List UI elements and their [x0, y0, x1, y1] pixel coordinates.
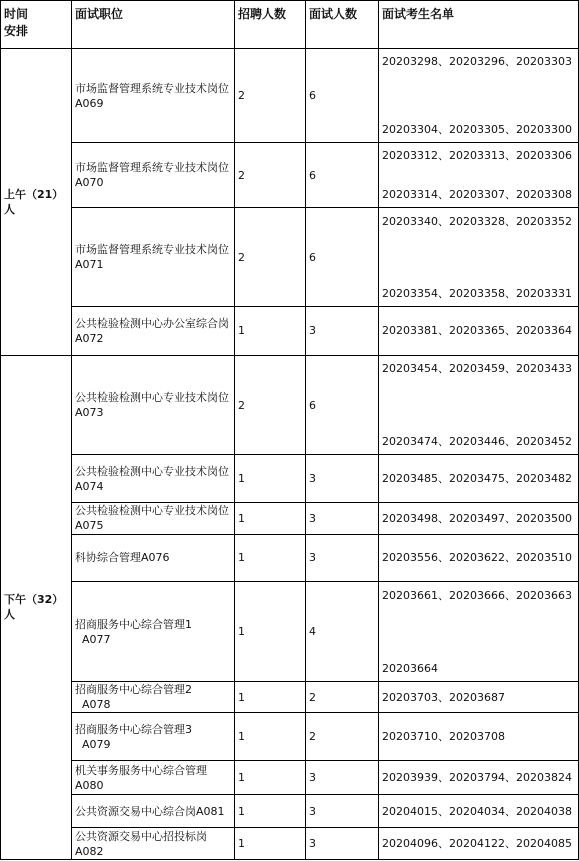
candidate-line: 20203298、20203296、20203303: [382, 55, 572, 69]
recruit-count-cell: 1: [235, 794, 306, 828]
recruit-count-cell: 1: [235, 503, 306, 535]
table-row: [1, 143, 579, 208]
candidate-list-cell: [379, 503, 579, 535]
table-row: [1, 503, 579, 535]
header-recruit-count: 招聘人数: [235, 1, 306, 49]
candidate-list-cell: [379, 828, 579, 860]
candidate-line: 20203664: [382, 661, 438, 675]
recruit-count-cell: 1: [235, 828, 306, 860]
header-candidate-list: 面试考生名单: [379, 1, 579, 49]
table-body: [1, 1, 579, 860]
candidate-line: 20203304、20203305、20203300: [382, 123, 572, 137]
table-row: [1, 828, 579, 860]
table-row: [1, 681, 579, 713]
session-cell: 下午（32） 人: [1, 355, 72, 859]
position-cell: 市场监督管理系统专业技术岗位A071: [72, 208, 235, 307]
candidate-line: 20203703、20203687: [382, 690, 505, 704]
interview-count-cell: 6: [306, 143, 379, 208]
recruit-count-cell: 1: [235, 306, 306, 355]
table-row: [1, 761, 579, 795]
position-cell: 招商服务中心综合管理3 A079: [72, 713, 235, 761]
table-row: [1, 355, 579, 455]
interview-count-cell: 3: [306, 503, 379, 535]
candidate-line: 20203381、20203365、20203364: [382, 324, 572, 338]
candidate-line: 20203710、20203708: [382, 730, 505, 744]
recruit-count-cell: 2: [235, 143, 306, 208]
candidate-list-cell: [379, 143, 579, 208]
interview-count-cell: 3: [306, 828, 379, 860]
interview-count-cell: 2: [306, 681, 379, 713]
position-cell: 市场监督管理系统专业技术岗位A069: [72, 48, 235, 143]
candidate-line: 20203312、20203313、20203306: [382, 149, 572, 163]
table-row: [1, 794, 579, 828]
candidate-line: 20203498、20203497、20203500: [382, 511, 572, 525]
table-row: [1, 208, 579, 307]
position-cell: 招商服务中心综合管理2 A078: [72, 681, 235, 713]
candidate-list-cell: [379, 681, 579, 713]
table-row: [1, 582, 579, 682]
candidate-line: 20203485、20203475、20203482: [382, 472, 572, 486]
position-cell: 公共资源交易中心综合岗A081: [72, 794, 235, 828]
candidate-list-cell: [379, 713, 579, 761]
candidate-line: 20203661、20203666、20203663: [382, 588, 572, 602]
position-cell: 公共检验检测中心专业技术岗位A073: [72, 355, 235, 455]
recruit-count-cell: 1: [235, 455, 306, 503]
interview-count-cell: 3: [306, 455, 379, 503]
table-row: [1, 713, 579, 761]
candidate-line: 20203314、20203307、20203308: [382, 188, 572, 202]
candidate-list-cell: [379, 761, 579, 795]
recruit-count-cell: 1: [235, 534, 306, 582]
recruit-count-cell: 2: [235, 48, 306, 143]
position-cell: 招商服务中心综合管理1 A077: [72, 582, 235, 682]
candidate-list-cell: [379, 48, 579, 143]
recruit-count-cell: 1: [235, 681, 306, 713]
recruit-count-cell: 1: [235, 582, 306, 682]
interview-count-cell: 4: [306, 582, 379, 682]
header-interview-count: 面试人数: [306, 1, 379, 49]
candidate-line: 20203939、20203794、20203824: [382, 771, 572, 784]
recruit-count-cell: 2: [235, 208, 306, 307]
position-cell: 公共检验检测中心专业技术岗位A074: [72, 455, 235, 503]
interview-count-cell: 3: [306, 534, 379, 582]
candidate-line: 20203354、20203358、20203331: [382, 286, 572, 300]
interview-count-cell: 6: [306, 355, 379, 455]
candidate-list-cell: [379, 534, 579, 582]
position-cell: 公共检验检测中心专业技术岗位A075: [72, 503, 235, 535]
table-row: [1, 455, 579, 503]
recruit-count-cell: 1: [235, 761, 306, 795]
position-cell: 公共资源交易中心招投标岗A082: [72, 828, 235, 860]
table-row: [1, 306, 579, 355]
interview-count-cell: 3: [306, 761, 379, 795]
candidate-line: 20204096、20204122、20204085: [382, 837, 572, 851]
candidate-line: 20203340、20203328、20203352: [382, 214, 572, 228]
interview-count-cell: 6: [306, 48, 379, 143]
table-row: [1, 48, 579, 143]
header-row: [1, 1, 579, 49]
candidate-list-cell: [379, 208, 579, 307]
candidate-list-cell: [379, 455, 579, 503]
candidate-line: 20203474、20203446、20203452: [382, 435, 572, 449]
candidate-list-cell: [379, 794, 579, 828]
candidate-line: 20204015、20204034、20204038: [382, 804, 572, 818]
interview-count-cell: 3: [306, 306, 379, 355]
candidate-list-cell: [379, 355, 579, 455]
session-cell: 上午（21） 人: [1, 48, 72, 355]
position-cell: 市场监督管理系统专业技术岗位A070: [72, 143, 235, 208]
interview-count-cell: 3: [306, 794, 379, 828]
position-cell: 公共检验检测中心办公室综合岗A072: [72, 306, 235, 355]
candidate-list-cell: [379, 582, 579, 682]
interview-count-cell: 2: [306, 713, 379, 761]
recruit-count-cell: 1: [235, 713, 306, 761]
table-row: [1, 534, 579, 582]
header-time: 时间 安排: [1, 1, 72, 49]
candidate-line: 20203454、20203459、20203433: [382, 362, 572, 376]
recruit-count-cell: 2: [235, 355, 306, 455]
interview-count-cell: 6: [306, 208, 379, 307]
position-cell: 科协综合管理A076: [72, 534, 235, 582]
position-cell: 机关事务服务中心综合管理A080: [72, 761, 235, 795]
header-position: 面试职位: [72, 1, 235, 49]
candidate-line: 20203556、20203622、20203510: [382, 551, 572, 565]
candidate-list-cell: [379, 306, 579, 355]
